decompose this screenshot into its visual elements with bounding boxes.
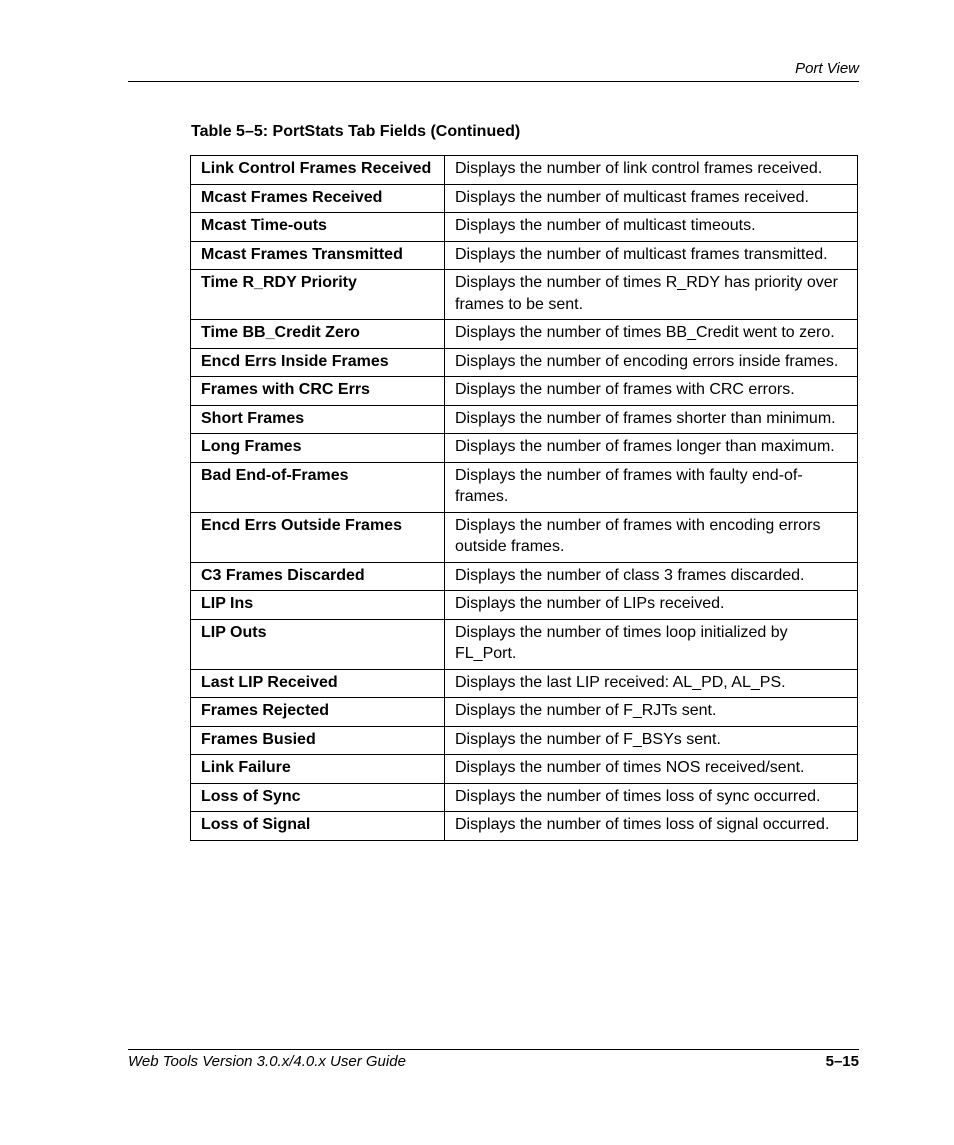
table-row	[191, 755, 858, 784]
field-description: Displays the last LIP received: AL_PD, AL_PS.	[445, 669, 858, 698]
field-description: Displays the number of class 3 frames discarded.	[445, 562, 858, 591]
portstats-fields-table	[190, 155, 858, 841]
field-name: Link Failure	[191, 755, 445, 784]
table-row	[191, 726, 858, 755]
field-description: Displays the number of multicast timeouts.	[445, 213, 858, 242]
field-description: Displays the number of times loss of signal occurred.	[445, 812, 858, 841]
table-row	[191, 669, 858, 698]
field-description: Displays the number of frames with encoding errors outside frames.	[445, 512, 858, 562]
table-row	[191, 562, 858, 591]
table-row	[191, 377, 858, 406]
table-row	[191, 270, 858, 320]
table-row	[191, 320, 858, 349]
field-name: Mcast Frames Received	[191, 184, 445, 213]
table-row	[191, 156, 858, 185]
field-description: Displays the number of encoding errors inside frames.	[445, 348, 858, 377]
table-row	[191, 241, 858, 270]
field-name: Time BB_Credit Zero	[191, 320, 445, 349]
table-row	[191, 698, 858, 727]
field-description: Displays the number of link control frames received.	[445, 156, 858, 185]
field-name: Loss of Sync	[191, 783, 445, 812]
field-name: C3 Frames Discarded	[191, 562, 445, 591]
field-description: Displays the number of times R_RDY has priority over frames to be sent.	[445, 270, 858, 320]
field-name: Mcast Frames Transmitted	[191, 241, 445, 270]
field-description: Displays the number of times loss of sync occurred.	[445, 783, 858, 812]
field-name: Frames Busied	[191, 726, 445, 755]
field-name: Short Frames	[191, 405, 445, 434]
field-name: LIP Outs	[191, 619, 445, 669]
table-row	[191, 184, 858, 213]
field-description: Displays the number of F_BSYs sent.	[445, 726, 858, 755]
table-row	[191, 434, 858, 463]
footer-rule	[128, 1049, 859, 1050]
field-name: Frames with CRC Errs	[191, 377, 445, 406]
field-name: Encd Errs Outside Frames	[191, 512, 445, 562]
field-description: Displays the number of F_RJTs sent.	[445, 698, 858, 727]
field-name: Mcast Time-outs	[191, 213, 445, 242]
table-row	[191, 783, 858, 812]
table-row	[191, 812, 858, 841]
table-row	[191, 512, 858, 562]
table-row	[191, 405, 858, 434]
field-description: Displays the number of frames with faulty end-of-frames.	[445, 462, 858, 512]
field-name: LIP Ins	[191, 591, 445, 620]
table-row	[191, 462, 858, 512]
table-row	[191, 213, 858, 242]
field-name: Time R_RDY Priority	[191, 270, 445, 320]
field-name: Link Control Frames Received	[191, 156, 445, 185]
field-description: Displays the number of LIPs received.	[445, 591, 858, 620]
field-description: Displays the number of times loop initialized by FL_Port.	[445, 619, 858, 669]
running-header-section: Port View	[795, 60, 859, 77]
field-description: Displays the number of multicast frames received.	[445, 184, 858, 213]
table-row	[191, 348, 858, 377]
table-caption: Table 5–5: PortStats Tab Fields (Continued)	[191, 123, 521, 140]
field-name: Long Frames	[191, 434, 445, 463]
field-description: Displays the number of frames longer than maximum.	[445, 434, 858, 463]
table-row	[191, 619, 858, 669]
field-description: Displays the number of frames shorter than minimum.	[445, 405, 858, 434]
field-description: Displays the number of times BB_Credit went to zero.	[445, 320, 858, 349]
footer-page-number: 5–15	[825, 1053, 859, 1070]
field-description: Displays the number of times NOS received/sent.	[445, 755, 858, 784]
field-description: Displays the number of multicast frames transmitted.	[445, 241, 858, 270]
field-description: Displays the number of frames with CRC errors.	[445, 377, 858, 406]
field-name: Last LIP Received	[191, 669, 445, 698]
field-name: Frames Rejected	[191, 698, 445, 727]
header-rule	[128, 81, 859, 82]
table-row	[191, 591, 858, 620]
footer-guide-title: Web Tools Version 3.0.x/4.0.x User Guide	[128, 1053, 406, 1070]
field-name: Bad End-of-Frames	[191, 462, 445, 512]
field-name: Loss of Signal	[191, 812, 445, 841]
field-name: Encd Errs Inside Frames	[191, 348, 445, 377]
